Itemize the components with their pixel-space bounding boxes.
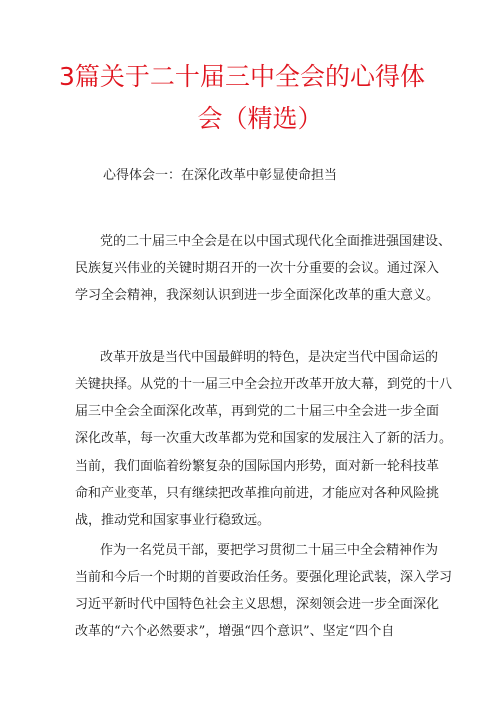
paragraph-line: 作为一名党员干部，要把学习贯彻二十届三中全会精神作为 — [100, 543, 439, 558]
paragraph-line: 战，推动党和国家事业行稳致远。 — [75, 513, 271, 528]
document-title-line-1: 3篇关于二十届三中全会的心得体 — [59, 62, 425, 91]
paragraph-line: 当前和今后一个时期的首要政治任务。要强化理论武装，深入学习 — [75, 570, 453, 585]
document-title-line-2: 会（精选） — [197, 104, 323, 133]
paragraph-line: 届三中全会全面深化改革，再到党的二十届三中全会进一步全面 — [75, 404, 440, 419]
paragraph-line: 关键抉择。从党的十一届三中全会拉开改革开放大幕，到党的十八 — [75, 377, 453, 392]
paragraph-line: 党的二十届三中全会是在以中国式现代化全面推进强国建设、 — [100, 234, 452, 249]
paragraph-line: 当前，我们面临着纷繁复杂的国际国内形势，面对新一轮科技革 — [75, 459, 440, 474]
paragraph-line: 习近平新时代中国特色社会主义思想，深刻领会进一步全面深化 — [75, 597, 440, 612]
paragraph-line: 民族复兴伟业的关键时期召开的一次十分重要的会议。通过深入 — [75, 261, 440, 276]
paragraph-line: 深化改革，每一次重大改革都为党和国家的发展注入了新的活力。 — [75, 431, 453, 446]
paragraph-line: 改革的“六个必然要求”，增强“四个意识”、坚定“四个自 — [75, 624, 395, 639]
paragraph-line: 命和产业变革，只有继续把改革推向前进，才能应对各种风险挑 — [75, 486, 440, 501]
paragraph-line: 改革开放是当代中国最鲜明的特色，是决定当代中国命运的 — [100, 350, 439, 365]
paragraph-line: 学习全会精神，我深刻认识到进一步全面深化改革的重大意义。 — [75, 288, 440, 303]
section-heading: 心得体会一：在深化改革中彰显使命担当 — [103, 168, 338, 183]
